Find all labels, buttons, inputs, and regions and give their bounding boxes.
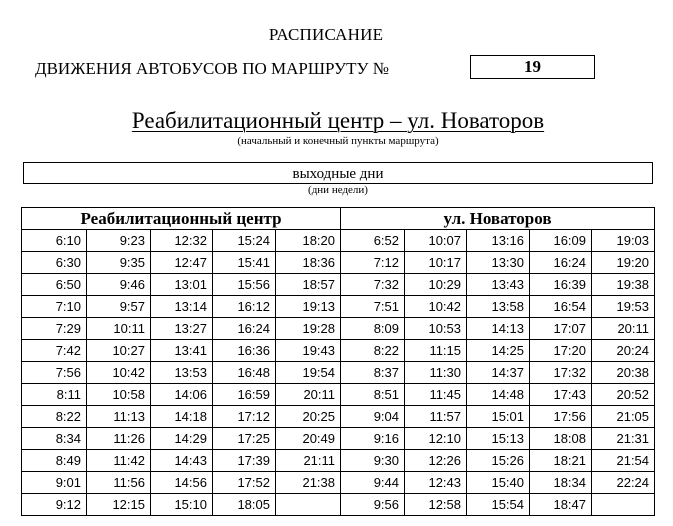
- schedule-subtitle: ДВИЖЕНИЯ АВТОБУСОВ ПО МАРШРУТУ №: [35, 59, 389, 78]
- departure-time-start: 8:22: [22, 406, 87, 428]
- departure-time-end: 8:09: [341, 318, 405, 340]
- departure-time-end: 16:24: [530, 252, 592, 274]
- departure-time-end: 7:51: [341, 296, 405, 318]
- departure-time-end: 16:54: [530, 296, 592, 318]
- departure-time-end: 14:25: [467, 340, 530, 362]
- table-row: [22, 318, 655, 340]
- departure-time-start: 14:43: [151, 450, 213, 472]
- departure-time-end: 20:38: [592, 362, 655, 384]
- departure-time-end: 18:34: [530, 472, 592, 494]
- departure-time-start: 7:42: [22, 340, 87, 362]
- departure-time-start: 13:27: [151, 318, 213, 340]
- departure-time-start: 12:47: [151, 252, 213, 274]
- departure-time-end: 20:24: [592, 340, 655, 362]
- departure-time-start: 14:29: [151, 428, 213, 450]
- departure-time-end: 16:39: [530, 274, 592, 296]
- departure-time-start: 8:11: [22, 384, 87, 406]
- departure-time-end: 17:56: [530, 406, 592, 428]
- departure-time-start: 9:57: [87, 296, 151, 318]
- departure-time-start: 19:54: [276, 362, 341, 384]
- departure-time-start: 19:28: [276, 318, 341, 340]
- departure-time-end: 9:44: [341, 472, 405, 494]
- departure-time-end: 17:07: [530, 318, 592, 340]
- departure-time-end: 10:42: [405, 296, 467, 318]
- departure-time-end: 21:31: [592, 428, 655, 450]
- departure-time-end: 14:48: [467, 384, 530, 406]
- departure-time-start: 11:56: [87, 472, 151, 494]
- table-row: [22, 296, 655, 318]
- departure-time-start: 13:41: [151, 340, 213, 362]
- departure-time-end: 16:09: [530, 230, 592, 252]
- departure-time-start: 7:56: [22, 362, 87, 384]
- departure-time-start: 9:35: [87, 252, 151, 274]
- departure-time-start: 6:50: [22, 274, 87, 296]
- departure-time-start: 9:01: [22, 472, 87, 494]
- departure-time-start: 6:10: [22, 230, 87, 252]
- table-row: [22, 384, 655, 406]
- departure-time-start: 19:43: [276, 340, 341, 362]
- timetable: [21, 207, 655, 516]
- departure-time-start: 9:23: [87, 230, 151, 252]
- departure-time-start: 15:41: [213, 252, 276, 274]
- departure-time-end: 11:30: [405, 362, 467, 384]
- departure-time-end: 17:43: [530, 384, 592, 406]
- departure-time-end: 10:17: [405, 252, 467, 274]
- departure-time-start: 18:20: [276, 230, 341, 252]
- departure-time-start: 16:48: [213, 362, 276, 384]
- departure-time-end: 7:12: [341, 252, 405, 274]
- departure-time-start: 14:06: [151, 384, 213, 406]
- departure-time-end: 13:30: [467, 252, 530, 274]
- departure-time-end: 12:58: [405, 494, 467, 516]
- departure-time-start: 7:29: [22, 318, 87, 340]
- departure-time-start: 17:25: [213, 428, 276, 450]
- timetable-header-row: [22, 208, 655, 230]
- departure-time-end: 12:10: [405, 428, 467, 450]
- route-number-box: 19: [470, 55, 595, 79]
- departure-time-end: 7:32: [341, 274, 405, 296]
- departure-time-start: 12:15: [87, 494, 151, 516]
- departure-time-end: 21:05: [592, 406, 655, 428]
- departure-time-start: 17:52: [213, 472, 276, 494]
- departure-time-end: 11:57: [405, 406, 467, 428]
- departure-time-end: 18:21: [530, 450, 592, 472]
- table-row: [22, 362, 655, 384]
- departure-time-start: 14:18: [151, 406, 213, 428]
- departure-time-start: 11:13: [87, 406, 151, 428]
- departure-time-start: 16:36: [213, 340, 276, 362]
- departure-time-end: 14:13: [467, 318, 530, 340]
- departure-time-end: 20:52: [592, 384, 655, 406]
- departure-time-end: 17:32: [530, 362, 592, 384]
- departure-time-start: 14:56: [151, 472, 213, 494]
- departure-time-end: 15:13: [467, 428, 530, 450]
- departure-time-end: 18:47: [530, 494, 592, 516]
- departure-time-end: 9:30: [341, 450, 405, 472]
- route-note: (начальный и конечный пункты маршрута): [237, 135, 439, 147]
- departure-time-end: 9:04: [341, 406, 405, 428]
- table-row: [22, 340, 655, 362]
- departure-time-end: 11:45: [405, 384, 467, 406]
- departure-time-start: 10:11: [87, 318, 151, 340]
- departure-time-start: 6:30: [22, 252, 87, 274]
- days-box: выходные дни: [23, 162, 653, 184]
- stop-header-end: ул. Новаторов: [341, 208, 655, 230]
- departure-time-start: 20:11: [276, 384, 341, 406]
- departure-time-start: 15:24: [213, 230, 276, 252]
- departure-time-start: 16:59: [213, 384, 276, 406]
- departure-time-start: 13:01: [151, 274, 213, 296]
- departure-time-end: 19:53: [592, 296, 655, 318]
- departure-time-end: 15:01: [467, 406, 530, 428]
- departure-time-start: 18:57: [276, 274, 341, 296]
- departure-time-end: 14:37: [467, 362, 530, 384]
- table-row: [22, 472, 655, 494]
- departure-time-end: 12:43: [405, 472, 467, 494]
- departure-time-start: 10:58: [87, 384, 151, 406]
- departure-time-end: 13:16: [467, 230, 530, 252]
- departure-time-start: 21:38: [276, 472, 341, 494]
- departure-time-start: 20:25: [276, 406, 341, 428]
- departure-time-start: 17:12: [213, 406, 276, 428]
- departure-time-start: 11:42: [87, 450, 151, 472]
- departure-time-end: 6:52: [341, 230, 405, 252]
- departure-time-end: 19:03: [592, 230, 655, 252]
- departure-time-end: 9:56: [341, 494, 405, 516]
- departure-time-end: 15:26: [467, 450, 530, 472]
- departure-time-start: 10:42: [87, 362, 151, 384]
- stop-header-start: Реабилитационный центр: [22, 208, 341, 230]
- departure-time-end: 13:43: [467, 274, 530, 296]
- departure-time-end: 19:38: [592, 274, 655, 296]
- departure-time-end: 13:58: [467, 296, 530, 318]
- departure-time-start: 13:53: [151, 362, 213, 384]
- table-row: [22, 230, 655, 252]
- departure-time-start: 17:39: [213, 450, 276, 472]
- departure-time-start: 8:34: [22, 428, 87, 450]
- departure-time-end: 20:11: [592, 318, 655, 340]
- table-row: [22, 428, 655, 450]
- departure-time-end: 10:53: [405, 318, 467, 340]
- departure-time-start: 7:10: [22, 296, 87, 318]
- departure-time-start: 13:14: [151, 296, 213, 318]
- departure-time-end: 12:26: [405, 450, 467, 472]
- days-note: (дни недели): [308, 184, 368, 196]
- departure-time-start: 8:49: [22, 450, 87, 472]
- departure-time-end: 17:20: [530, 340, 592, 362]
- departure-time-start: 11:26: [87, 428, 151, 450]
- departure-time-start: 10:27: [87, 340, 151, 362]
- table-row: [22, 450, 655, 472]
- departure-time-start: 15:56: [213, 274, 276, 296]
- departure-time-end: [592, 494, 655, 516]
- departure-time-end: 10:07: [405, 230, 467, 252]
- departure-time-end: 8:37: [341, 362, 405, 384]
- departure-time-end: 22:24: [592, 472, 655, 494]
- departure-time-start: 9:12: [22, 494, 87, 516]
- departure-time-end: 19:20: [592, 252, 655, 274]
- departure-time-start: [276, 494, 341, 516]
- table-row: [22, 274, 655, 296]
- departure-time-end: 15:40: [467, 472, 530, 494]
- departure-time-start: 9:46: [87, 274, 151, 296]
- departure-time-start: 18:36: [276, 252, 341, 274]
- departure-time-end: 18:08: [530, 428, 592, 450]
- departure-time-end: 8:22: [341, 340, 405, 362]
- departure-time-start: 21:11: [276, 450, 341, 472]
- table-row: [22, 406, 655, 428]
- departure-time-start: 16:12: [213, 296, 276, 318]
- table-row: [22, 494, 655, 516]
- departure-time-start: 16:24: [213, 318, 276, 340]
- departure-time-end: 8:51: [341, 384, 405, 406]
- table-row: [22, 252, 655, 274]
- departure-time-start: 15:10: [151, 494, 213, 516]
- departure-time-end: 9:16: [341, 428, 405, 450]
- departure-time-end: 21:54: [592, 450, 655, 472]
- schedule-title: РАСПИСАНИЕ: [268, 25, 384, 44]
- departure-time-start: 20:49: [276, 428, 341, 450]
- departure-time-end: 10:29: [405, 274, 467, 296]
- departure-time-start: 12:32: [151, 230, 213, 252]
- route-name: Реабилитационный центр – ул. Новаторов: [131, 108, 545, 133]
- departure-time-end: 11:15: [405, 340, 467, 362]
- departure-time-start: 18:05: [213, 494, 276, 516]
- departure-time-start: 19:13: [276, 296, 341, 318]
- departure-time-end: 15:54: [467, 494, 530, 516]
- timetable-body: [22, 230, 655, 516]
